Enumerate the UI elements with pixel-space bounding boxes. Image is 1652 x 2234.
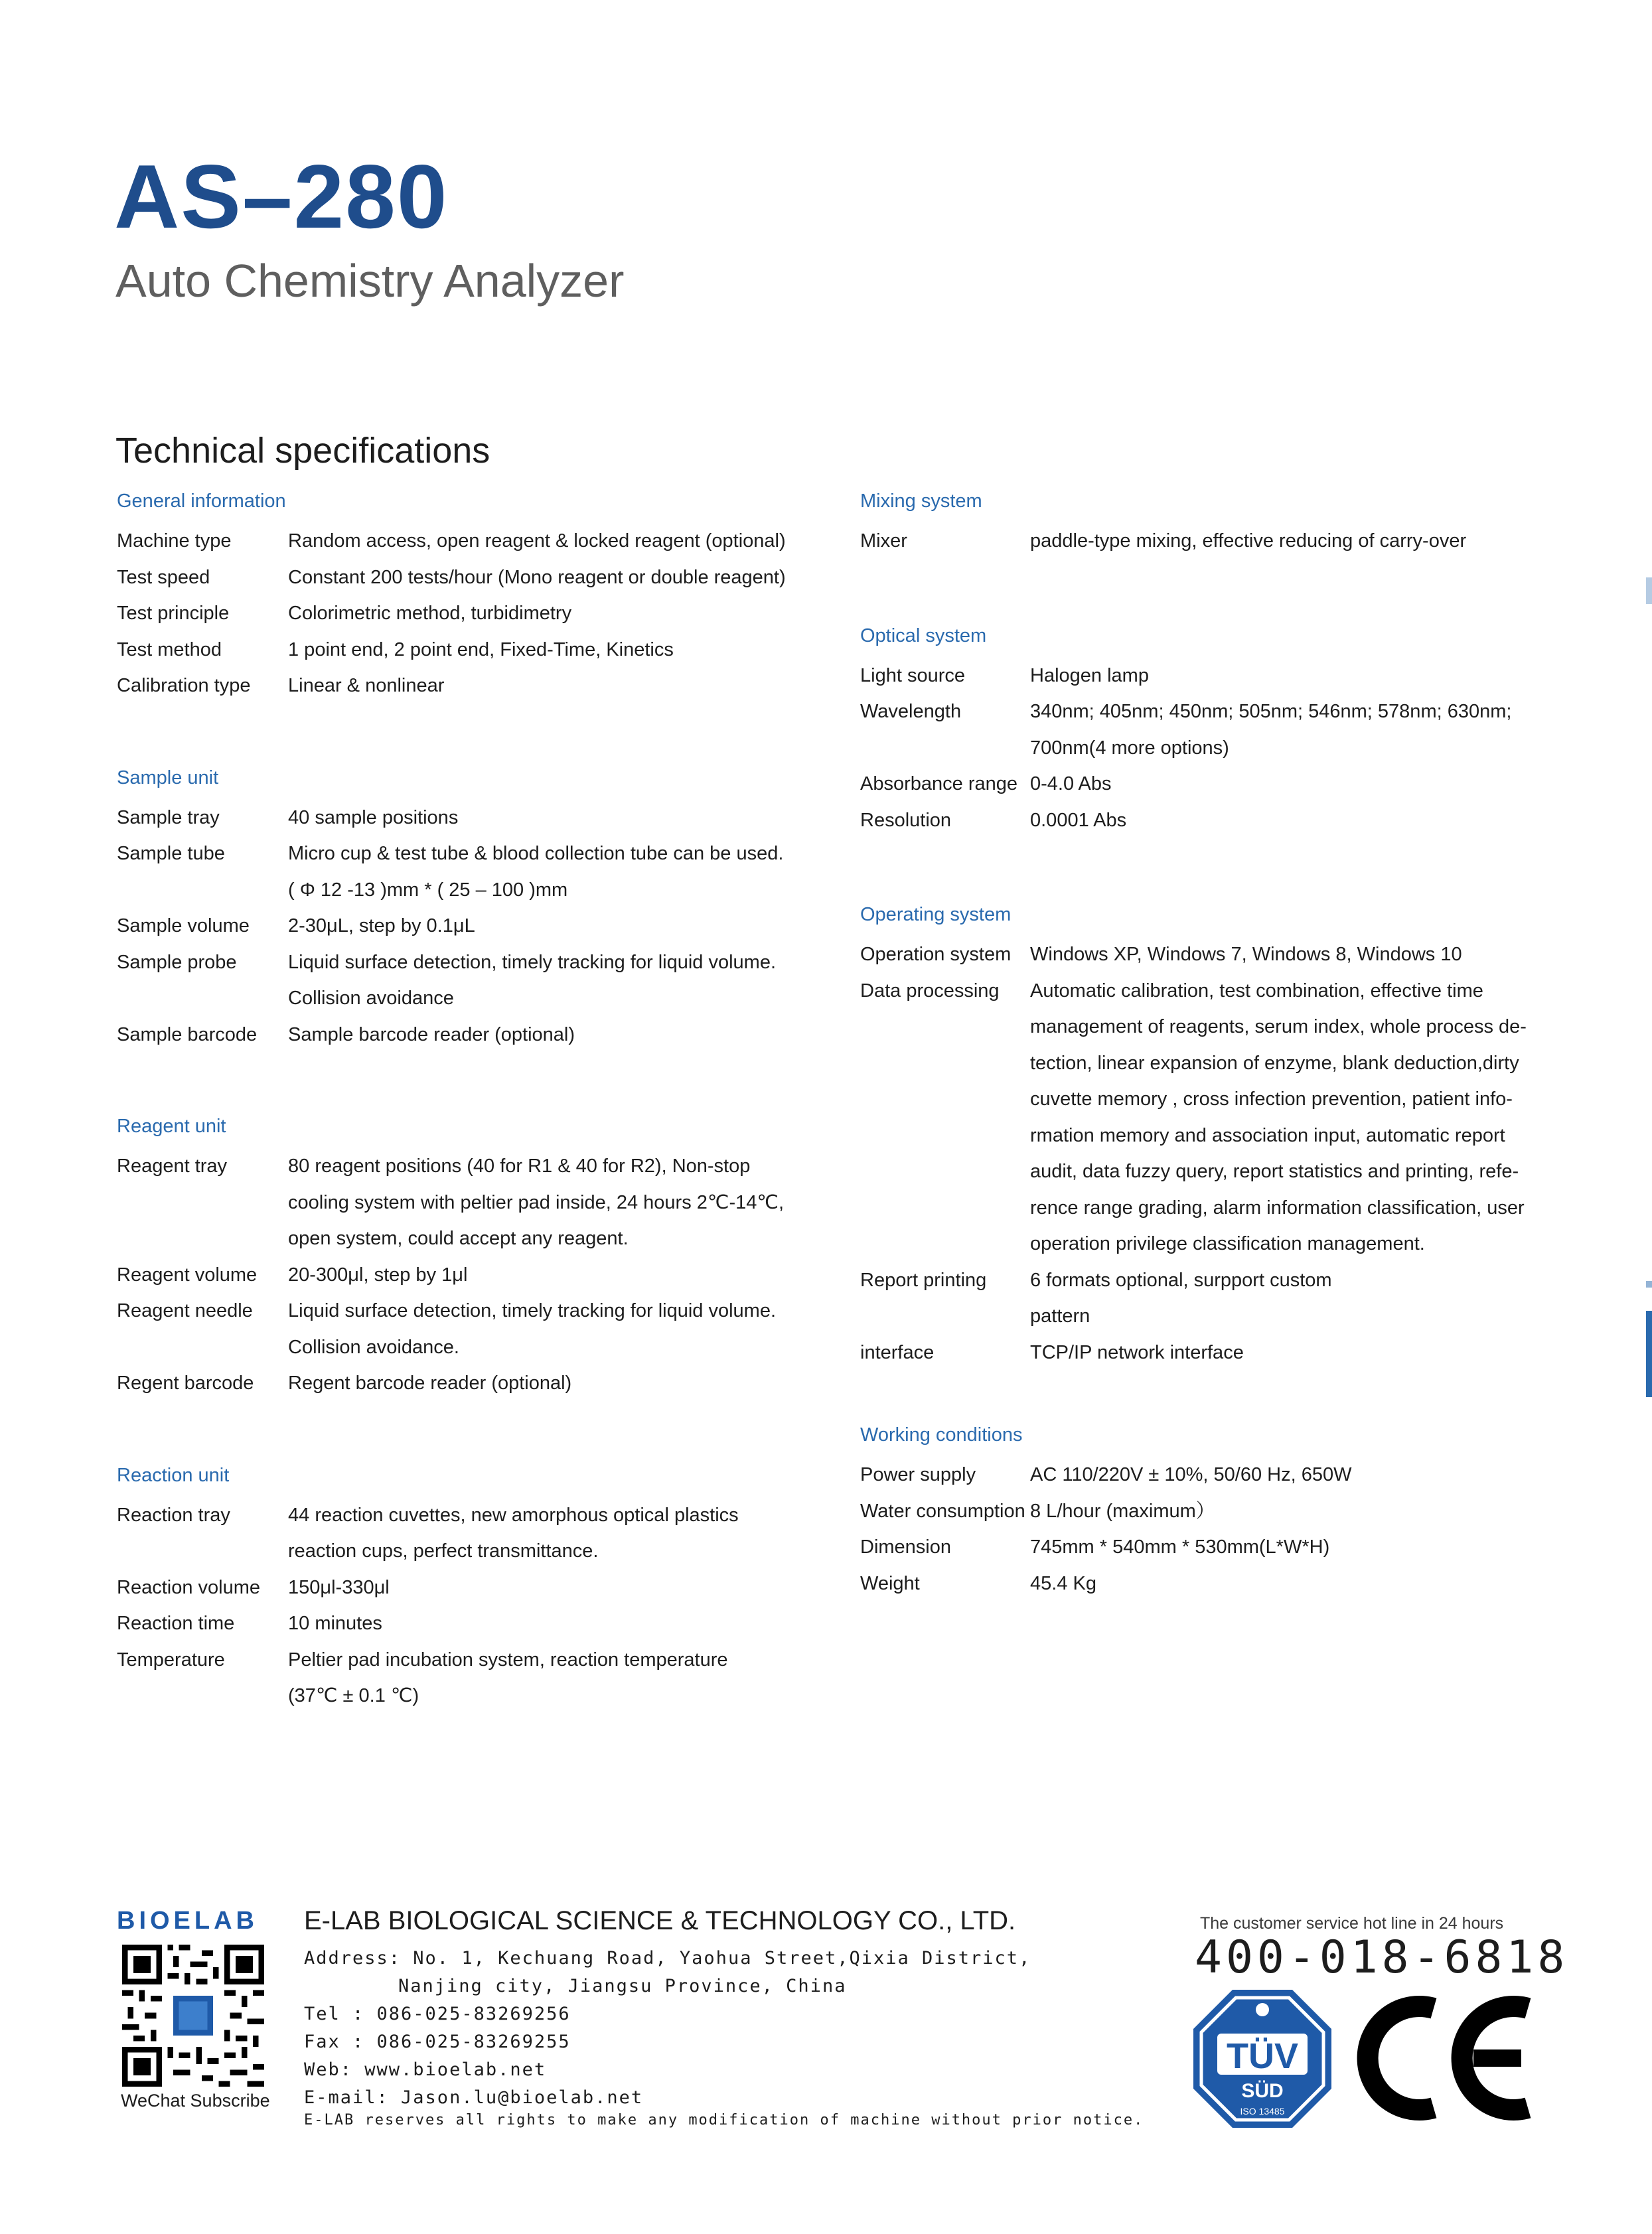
spec-value-line: pattern	[1030, 1305, 1090, 1327]
spec-value-line: 45.4 Kg	[1030, 1572, 1096, 1594]
company-name: E-LAB BIOLOGICAL SCIENCE & TECHNOLOGY CO., LTD.	[304, 1906, 1016, 1935]
spec-value-line: tection, linear expansion of enzyme, blank deduction,dirty	[1030, 1052, 1519, 1074]
spec-value	[288, 1497, 820, 1570]
spec-row-reagent-volume	[117, 1257, 820, 1294]
spec-label: Report printing	[860, 1269, 987, 1291]
spec-value-line: Liquid surface detection, timely tracking for liquid volume.	[288, 951, 777, 973]
spec-value	[288, 632, 820, 668]
spec-value	[1030, 658, 1564, 694]
right-spec-column	[860, 487, 1564, 1601]
spec-value	[1030, 766, 1564, 802]
spec-row-sample-barcode	[117, 1017, 820, 1053]
section-title: Mixing system	[860, 490, 982, 512]
disclaimer: E-LAB reserves all rights to make any modification of machine without prior notice.	[304, 2112, 1144, 2128]
section-title: Operating system	[860, 904, 1012, 925]
svg-text:ISO 13485: ISO 13485	[1240, 2106, 1285, 2117]
spec-label: Reaction volume	[117, 1576, 260, 1598]
spec-value-line: TCP/IP network interface	[1030, 1341, 1244, 1363]
edge-mark	[1646, 1281, 1652, 1288]
fax-line: Fax : 086-025-83269255	[304, 2032, 571, 2052]
spec-value-line: 44 reaction cuvettes, new amorphous optical plastics	[288, 1504, 739, 1526]
spec-value	[1030, 802, 1564, 839]
spec-value-line: 8 L/hour (maximum）	[1030, 1500, 1215, 1522]
spec-value-line: 0.0001 Abs	[1030, 809, 1127, 831]
spec-value	[288, 668, 820, 704]
section-gap	[117, 1402, 820, 1461]
spec-value-line: reaction cups, perfect transmittance.	[288, 1540, 599, 1562]
spec-value	[1030, 1493, 1564, 1530]
spec-value-line: 1 point end, 2 point end, Fixed-Time, Kinetics	[288, 638, 674, 660]
spec-value	[288, 595, 820, 632]
spec-value	[288, 800, 820, 836]
section-gap	[117, 704, 820, 764]
spec-label: Operation system	[860, 944, 1012, 965]
spec-value-line: rmation memory and association input, automatic report	[1030, 1124, 1505, 1146]
qr-caption: WeChat Subscribe	[121, 2091, 270, 2111]
spec-row-power-supply	[860, 1457, 1564, 1493]
spec-row-test-principle	[117, 595, 820, 632]
spec-label: Reagent tray	[117, 1155, 228, 1177]
section-title: Reaction unit	[117, 1464, 230, 1486]
spec-value-line: audit, data fuzzy query, report statistics and printing, refe-	[1030, 1161, 1519, 1182]
spec-section-sample-unit	[117, 764, 820, 1053]
brand-logo: BIOELAB	[117, 1907, 258, 1935]
spec-value-line: 745mm * 540mm * 530mm(L*W*H)	[1030, 1536, 1330, 1558]
spec-row-calibration-type	[117, 668, 820, 704]
spec-value-line: 40 sample positions	[288, 806, 459, 828]
spec-value-line: ( Φ 12 -13 )mm * ( 25 – 100 )mm	[288, 879, 568, 901]
spec-row-absorbance-range	[860, 766, 1564, 802]
spec-value	[1030, 523, 1564, 559]
spec-row-resolution	[860, 802, 1564, 839]
spec-section-optical-system	[860, 622, 1564, 839]
spec-value-line: paddle-type mixing, effective reducing of carry-over	[1030, 530, 1467, 552]
spec-section-mixing-system	[860, 487, 1564, 559]
spec-row-mixer	[860, 523, 1564, 559]
spec-value-line: 150μl-330μl	[288, 1576, 390, 1598]
spec-label: Reaction tray	[117, 1504, 230, 1526]
spec-row-water-consumption	[860, 1493, 1564, 1530]
spec-label: Test principle	[117, 603, 230, 624]
spec-value-line: Automatic calibration, test combination, effective time	[1030, 980, 1483, 1002]
left-spec-column	[117, 487, 820, 1714]
spec-value-line: rence range grading, alarm information classification, user	[1030, 1197, 1525, 1219]
spec-value-line: Micro cup & test tube & blood collection tube can be used.	[288, 843, 784, 864]
spec-section-reagent-unit	[117, 1112, 820, 1402]
spec-row-regent-barcode	[117, 1365, 820, 1402]
spec-value	[288, 1570, 820, 1606]
spec-value-line: cooling system with peltier pad inside, 24 hours 2℃-14℃,	[288, 1191, 785, 1213]
spec-value	[288, 836, 820, 908]
spec-row-data-processing	[860, 973, 1564, 1262]
spec-value-line: Windows XP, Windows 7, Windows 8, Windows 10	[1030, 944, 1462, 965]
edge-mark	[1646, 1311, 1652, 1397]
edge-mark	[1646, 577, 1652, 604]
product-subtitle: Auto Chemistry Analyzer	[115, 255, 625, 307]
spec-section-working-conditions	[860, 1421, 1564, 1601]
spec-value-line: (37℃ ± 0.1 ℃)	[288, 1685, 419, 1706]
spec-label: Light source	[860, 664, 965, 686]
spec-label: interface	[860, 1341, 935, 1363]
spec-value-line: 6 formats optional, surpport custom	[1030, 1269, 1332, 1291]
spec-value-line: cuvette memory , cross infection prevention, patient info-	[1030, 1088, 1513, 1110]
spec-value-line: AC 110/220V ± 10%, 50/60 Hz, 650W	[1030, 1464, 1352, 1485]
spec-section-operating-system	[860, 901, 1564, 1371]
spec-value-line: open system, could accept any reagent.	[288, 1228, 629, 1249]
spec-label: Data processing	[860, 980, 1000, 1002]
spec-value-line: 340nm; 405nm; 450nm; 505nm; 546nm; 578nm; 630nm;	[1030, 701, 1512, 722]
spec-value	[288, 908, 820, 944]
section-title: Working conditions	[860, 1424, 1023, 1446]
spec-label: Sample tray	[117, 806, 220, 828]
spec-value	[1030, 694, 1564, 766]
spec-label: Resolution	[860, 809, 952, 831]
spec-label: Reagent volume	[117, 1264, 258, 1286]
spec-row-test-method	[117, 632, 820, 668]
spec-value	[288, 1642, 820, 1714]
spec-row-reaction-tray	[117, 1497, 820, 1570]
spec-label: Absorbance range	[860, 773, 1017, 794]
spec-row-weight	[860, 1566, 1564, 1602]
spec-label: Sample barcode	[117, 1023, 258, 1045]
spec-label: Mixer	[860, 530, 907, 552]
spec-value-line: Linear & nonlinear	[288, 675, 445, 696]
spec-value-line: Sample barcode reader (optional)	[288, 1023, 575, 1045]
spec-value	[1030, 973, 1564, 1262]
section-gap	[117, 1053, 820, 1112]
spec-value-line: 0-4.0 Abs	[1030, 773, 1112, 794]
spec-label: Water consumption	[860, 1500, 1025, 1522]
spec-value	[288, 523, 820, 559]
spec-row-test-speed	[117, 559, 820, 596]
spec-row-sample-tray	[117, 800, 820, 836]
svg-text:TÜV: TÜV	[1227, 2036, 1298, 2076]
spec-label: Sample tube	[117, 843, 225, 864]
tel-line: Tel : 086-025-83269256	[304, 2004, 571, 2024]
spec-label: Reaction time	[117, 1613, 235, 1634]
spec-label: Power supply	[860, 1464, 976, 1485]
spec-value	[1030, 936, 1564, 973]
section-title: General information	[117, 490, 286, 512]
spec-value-line: Random access, open reagent & locked reagent (optional)	[288, 530, 786, 552]
hotline-caption: The customer service hot line in 24 hours	[1200, 1914, 1504, 1933]
spec-value-line: Colorimetric method, turbidimetry	[288, 603, 572, 624]
spec-value-line: 10 minutes	[288, 1613, 382, 1634]
spec-row-interface	[860, 1335, 1564, 1371]
svg-text:SÜD: SÜD	[1241, 2080, 1284, 2102]
email-line[interactable]: E-mail: Jason.lu@bioelab.net	[304, 2087, 644, 2108]
spec-row-reaction-volume	[117, 1570, 820, 1606]
spec-row-sample-probe	[117, 944, 820, 1017]
spec-label: Wavelength	[860, 701, 962, 722]
spec-value	[1030, 1566, 1564, 1602]
tuv-sud-certification-icon	[1191, 1987, 1334, 2130]
spec-row-reagent-tray	[117, 1148, 820, 1257]
spec-value-line: Constant 200 tests/hour (Mono reagent or double reagent)	[288, 566, 786, 588]
web-line[interactable]: Web: www.bioelab.net	[304, 2059, 547, 2080]
spec-value-line: 700nm(4 more options)	[1030, 737, 1229, 759]
hotline-number: 400-018-6818	[1195, 1931, 1569, 1984]
spec-value-line: operation privilege classification management.	[1030, 1233, 1425, 1254]
spec-value	[1030, 1529, 1564, 1566]
spec-label: Test method	[117, 638, 222, 660]
section-title: Optical system	[860, 625, 987, 646]
spec-value	[288, 1293, 820, 1365]
specs-heading: Technical specifications	[115, 431, 490, 471]
contact-block	[304, 1945, 1031, 2112]
spec-value	[1030, 1457, 1564, 1493]
spec-row-operation-system	[860, 936, 1564, 973]
spec-label: Test speed	[117, 566, 210, 588]
spec-value	[288, 1365, 820, 1402]
spec-row-wavelength	[860, 694, 1564, 766]
spec-value-line: 2-30μL, step by 0.1μL	[288, 915, 475, 936]
spec-section-reaction-unit	[117, 1461, 820, 1714]
address-line-2: Nanjing city, Jiangsu Province, China	[398, 1976, 847, 1996]
spec-label: Sample probe	[117, 951, 237, 973]
section-gap	[860, 559, 1564, 622]
svg-text:CE: CE	[1354, 1988, 1355, 1989]
spec-value	[288, 559, 820, 596]
spec-row-report-printing	[860, 1262, 1564, 1335]
spec-row-light-source	[860, 658, 1564, 694]
wechat-qr-code-icon	[122, 1945, 264, 2087]
ce-mark-icon	[1354, 1988, 1532, 2128]
spec-value-line: 20-300μl, step by 1μl	[288, 1264, 468, 1286]
spec-label: Dimension	[860, 1536, 951, 1558]
spec-value	[288, 944, 820, 1017]
spec-label: Weight	[860, 1572, 920, 1594]
spec-value	[288, 1148, 820, 1257]
spec-value-line: Halogen lamp	[1030, 664, 1149, 686]
spec-row-dimension	[860, 1529, 1564, 1566]
section-title: Reagent unit	[117, 1116, 226, 1137]
spec-row-sample-volume	[117, 908, 820, 944]
section-gap	[860, 1371, 1564, 1421]
address-line-1: Address: No. 1, Kechuang Road, Yaohua Street,Qixia District,	[304, 1948, 1031, 1969]
spec-label: Reagent needle	[117, 1300, 253, 1321]
spec-row-reagent-needle	[117, 1293, 820, 1365]
section-gap	[860, 838, 1564, 901]
section-title: Sample unit	[117, 767, 219, 788]
spec-label: Sample volume	[117, 915, 250, 936]
spec-value-line: Regent barcode reader (optional)	[288, 1373, 572, 1394]
spec-label: Calibration type	[117, 675, 251, 696]
spec-value	[288, 1257, 820, 1294]
spec-value-line: Collision avoidance	[288, 988, 454, 1009]
spec-section-general-information	[117, 487, 820, 704]
spec-label: Machine type	[117, 530, 232, 552]
spec-row-temperature	[117, 1642, 820, 1714]
spec-value	[1030, 1262, 1564, 1335]
spec-value-line: management of reagents, serum index, whole process de-	[1030, 1016, 1527, 1037]
spec-value-line: Collision avoidance.	[288, 1336, 459, 1358]
spec-label: Regent barcode	[117, 1373, 254, 1394]
spec-row-reaction-time	[117, 1605, 820, 1642]
model-title: AS–280	[114, 146, 449, 247]
spec-value-line: Liquid surface detection, timely tracking for liquid volume.	[288, 1300, 777, 1321]
spec-value	[288, 1605, 820, 1642]
spec-row-machine-type	[117, 523, 820, 559]
spec-row-sample-tube	[117, 836, 820, 908]
spec-value	[1030, 1335, 1564, 1371]
spec-value	[288, 1017, 820, 1053]
spec-label: Temperature	[117, 1649, 225, 1671]
spec-value-line: 80 reagent positions (40 for R1 & 40 for R2), Non-stop	[288, 1155, 751, 1177]
spec-value-line: Peltier pad incubation system, reaction temperature	[288, 1649, 728, 1671]
